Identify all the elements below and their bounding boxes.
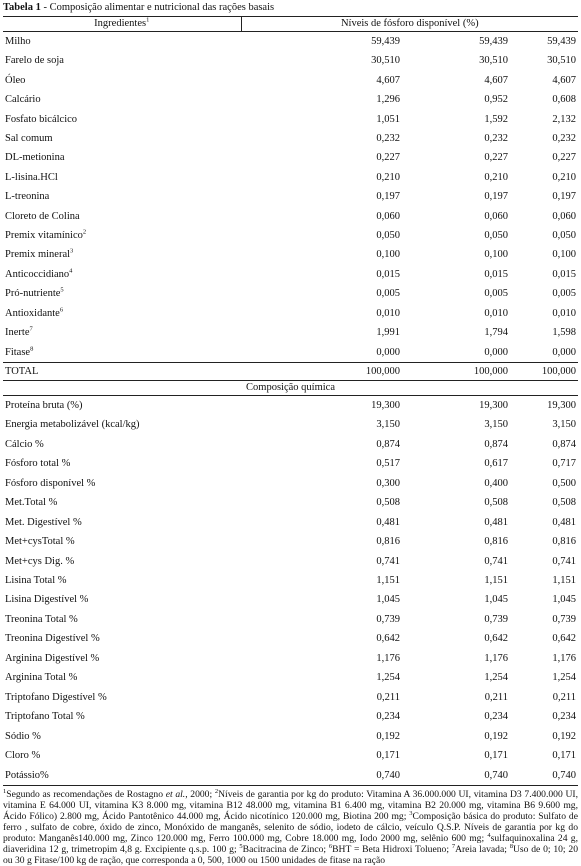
table-caption-text: - Composição alimentar e nutricional das rações basais — [40, 2, 275, 13]
ingredient-value-1: 0,227 — [376, 152, 400, 164]
composition-value-3: 0,481 — [552, 516, 577, 528]
ingredient-value-1: 0,232 — [376, 133, 400, 145]
ingredient-value-3: 0,210 — [552, 171, 577, 183]
ingredient-footnote-mark: 8 — [30, 345, 34, 352]
composition-row — [3, 688, 578, 707]
footnote-mark: 1 — [3, 787, 7, 795]
composition-name: Cloro % — [5, 750, 41, 762]
composition-value-3: 0,500 — [552, 477, 577, 489]
ingredient-name: Premix vitamínico$^2$ — [5, 228, 87, 242]
ingredient-value-1: 0,050 — [376, 230, 400, 242]
footnote-text: Bacitracina de Zinco; — [242, 843, 329, 855]
composition-value-3: 3,150 — [552, 419, 577, 431]
composition-value-3: 1,151 — [552, 574, 577, 586]
ingredient-value-2: 0,005 — [484, 288, 508, 300]
composition-value-3: 1,254 — [552, 672, 577, 684]
composition-value-3: 0,739 — [552, 613, 577, 625]
ingredient-name: Sal comum — [5, 133, 53, 145]
composition-row — [3, 610, 578, 629]
ingredient-value-2: 0,100 — [484, 249, 508, 261]
composition-value-1: 1,254 — [376, 672, 400, 684]
ingredient-value-2: 1,592 — [484, 113, 508, 125]
ingredient-value-3: 30,510 — [547, 55, 577, 67]
footnote-mark: 3 — [409, 809, 413, 817]
table-caption-label: Tabela 1 — [3, 2, 41, 13]
total-value-3: 100,000 — [511, 362, 578, 380]
composition-value-3: 0,211 — [552, 691, 577, 703]
ingredient-value-1: 0,100 — [376, 249, 400, 261]
ingredient-footnote-mark: 3 — [70, 247, 74, 255]
composition-value-2: 0,741 — [484, 555, 508, 567]
composition-name: Energia metabolizável (kcal/kg) — [5, 419, 140, 431]
composition-value-1: 0,740 — [293, 766, 401, 786]
composition-name: Triptofano Total % — [5, 711, 85, 723]
ingredients-header: Ingredientes$^1$ — [3, 17, 241, 32]
composition-value-2: 0,874 — [484, 438, 508, 450]
ingredient-row — [3, 187, 578, 206]
composition-name: Lisina Digestível % — [5, 594, 89, 606]
composition-name: Cálcio % — [5, 438, 44, 450]
composition-value-3: 0,741 — [552, 555, 577, 567]
composition-name: Proteína bruta (%) — [5, 399, 83, 411]
ingredient-name: L-lisina.HCl — [5, 171, 58, 183]
composition-value-3: 0,816 — [552, 536, 577, 548]
ingredient-footnote-mark: 7 — [29, 325, 33, 333]
ingredient-name: Fosfato bicálcico — [5, 113, 78, 125]
composition-value-1: 0,517 — [376, 458, 400, 470]
ingredient-value-1: 0,005 — [376, 288, 400, 300]
ingredient-value-3: 0,100 — [552, 249, 577, 261]
composition-row — [3, 746, 578, 765]
composition-name: Met. Digestível % — [5, 516, 82, 528]
composition-row — [3, 513, 578, 532]
composition-value-1: 0,874 — [376, 438, 400, 450]
ingredient-footnote-mark: 4 — [69, 267, 73, 275]
composition-value-2: 0,400 — [484, 477, 508, 489]
composition-value-2: 0,508 — [484, 497, 508, 509]
ingredients-header-footnote-mark: 1 — [146, 16, 150, 24]
composition-value-1: 0,816 — [376, 536, 400, 548]
composition-row — [3, 493, 578, 512]
ingredient-value-3: 0,227 — [552, 152, 577, 164]
table-figure — [3, 0, 578, 866]
composition-row — [3, 395, 578, 415]
composition-value-3: 19,300 — [547, 399, 577, 411]
ingredient-row — [3, 90, 578, 109]
composition-value-2: 0,816 — [484, 536, 508, 548]
footnote-mark: 2 — [214, 787, 219, 795]
ingredient-name: Cloreto de Colina — [5, 210, 80, 222]
ingredient-value-3: 0,608 — [552, 94, 577, 106]
ingredient-row — [3, 129, 578, 148]
composition-value-2: 0,481 — [484, 516, 508, 528]
composition-name: Sódio % — [5, 730, 41, 742]
ingredient-name: Inerte$^7$ — [5, 325, 33, 339]
ingredient-value-3: 0,050 — [552, 230, 577, 242]
composition-value-2: 0,617 — [484, 458, 508, 470]
composition-value-2: 0,192 — [484, 730, 508, 742]
ingredient-value-3: 0,010 — [552, 307, 577, 319]
ingredient-row — [3, 284, 578, 303]
footnote-mark: 7 — [451, 842, 456, 850]
composition-value-2: 3,150 — [484, 419, 508, 431]
composition-name: Met+cys Dig. % — [5, 555, 75, 567]
composition-value-1: 0,192 — [376, 730, 400, 742]
ingredient-value-2: 1,794 — [484, 327, 508, 339]
ingredient-name: Premix mineral$^3$ — [5, 247, 74, 261]
ingredient-footnote-mark: 2 — [82, 228, 87, 236]
composition-value-2: 1,176 — [484, 652, 508, 664]
composition-name: Triptofano Digestível % — [5, 691, 107, 703]
composition-section-header — [3, 380, 578, 395]
ingredient-value-2: 4,607 — [484, 74, 508, 86]
ingredient-name: Anticoccidiano$^4$ — [5, 267, 73, 280]
composition-name: Fósforo disponível % — [5, 477, 96, 489]
total-value-2: 100,000 — [401, 362, 511, 380]
composition-row — [3, 415, 578, 434]
ingredient-value-3: 4,607 — [552, 74, 577, 86]
composition-row — [3, 649, 578, 668]
composition-value-3: 0,192 — [552, 730, 577, 742]
composition-row — [3, 552, 578, 571]
composition-value-1: 3,150 — [376, 419, 400, 431]
ingredient-value-1: 0,000 — [376, 346, 400, 358]
ingredient-row — [3, 245, 578, 264]
footnote-mark: 5 — [239, 842, 243, 850]
composition-value-1: 1,176 — [376, 652, 400, 664]
composition-row — [3, 668, 578, 687]
composition-value-2: 0,211 — [484, 691, 508, 703]
composition-row — [3, 454, 578, 473]
composition-row — [3, 590, 578, 609]
footnote-mark: 4 — [487, 831, 491, 839]
ingredient-value-2: 0,060 — [484, 210, 508, 222]
ingredient-value-1: 0,010 — [376, 307, 400, 319]
footnote-text: sulfaquinoxalina 24 g, diaveridina 12 g, trimetropim 4,8 g. Excipiente q.s.p. 100 g; — [3, 832, 579, 855]
composition-name: Met+cysTotal % — [5, 536, 75, 548]
composition-value-3: 0,874 — [552, 438, 577, 450]
ingredient-name: L-treonina — [5, 191, 50, 203]
ingredient-value-3: 0,000 — [552, 346, 577, 358]
ingredient-name: DL-metionina — [5, 152, 65, 164]
ingredient-footnote-mark: 5 — [60, 286, 64, 294]
footnote-mark: 6 — [328, 842, 333, 850]
ingredient-value-2: 0,015 — [484, 268, 508, 280]
composition-value-1: 1,045 — [376, 594, 400, 606]
ingredient-value-1: 0,197 — [376, 191, 400, 203]
footnote-text: Areia lavada; — [455, 843, 510, 855]
composition-value-3: 0,171 — [552, 750, 577, 762]
ingredient-name: Milho — [5, 36, 31, 47]
ingredient-value-1: 59,439 — [371, 36, 400, 47]
ingredient-value-2: 0,952 — [484, 94, 508, 106]
ingredient-row — [3, 32, 578, 52]
composition-value-3: 1,176 — [552, 652, 577, 664]
ingredient-value-3: 2,132 — [552, 113, 577, 125]
composition-name: Fósforo total % — [5, 458, 71, 470]
composition-value-2: 0,740 — [401, 766, 511, 786]
composition-value-3: 0,234 — [552, 711, 577, 723]
phosphorus-levels-header: Níveis de fósforo disponível (%) — [241, 17, 578, 32]
ingredient-value-1: 30,510 — [371, 55, 400, 67]
composition-value-3: 0,508 — [552, 497, 577, 509]
feed-composition-table — [3, 16, 578, 786]
composition-value-1: 19,300 — [371, 399, 400, 411]
composition-row — [3, 629, 578, 648]
total-label: TOTAL — [3, 362, 241, 380]
composition-name: Arginina Total % — [5, 672, 78, 684]
ingredient-value-1: 1,991 — [376, 327, 400, 339]
composition-title: Composição química — [3, 380, 578, 395]
total-row — [3, 362, 578, 380]
composition-value-2: 0,739 — [484, 613, 508, 625]
ingredient-row — [3, 304, 578, 323]
composition-row — [3, 766, 578, 786]
composition-row — [3, 707, 578, 726]
composition-value-3: 1,045 — [552, 594, 577, 606]
ingredient-value-1: 1,051 — [376, 113, 400, 125]
composition-name: Met.Total % — [5, 497, 58, 509]
composition-value-3: 0,717 — [552, 458, 577, 470]
composition-value-1: 1,151 — [376, 574, 400, 586]
ingredient-value-1: 1,296 — [376, 94, 400, 106]
ingredient-value-3: 0,060 — [552, 210, 577, 222]
composition-name: Treonina Total % — [5, 613, 78, 625]
ingredient-row — [3, 265, 578, 284]
composition-value-2: 19,300 — [479, 399, 508, 411]
composition-value-1: 0,642 — [376, 633, 400, 645]
ingredient-value-2: 0,197 — [484, 191, 508, 203]
ingredient-value-3: 0,197 — [552, 191, 577, 203]
ingredients-body — [3, 32, 578, 363]
composition-value-1: 0,300 — [376, 477, 400, 489]
ingredient-row — [3, 226, 578, 245]
composition-value-3: 0,740 — [511, 766, 578, 786]
ingredient-row — [3, 168, 578, 187]
composition-value-1: 0,508 — [376, 497, 400, 509]
footnote-text: Níveis de garantia por kg do produto: Vitamina A 36.000.000 UI, vitamina D3 7.400.000 UI, vitamina E 64.000 UI, vitamina K3 8.000 mg, vitamina B12 48.000 mg, vitamina B1 6.400 mg, vitamina B2 20.000 mg, vitamina B6 9.600 mg, Ácido Fólico) 2.800 mg, Ácido Pantotênico 44.000 mg, Ácido nicotínico 120.000 mg, Biotina 200 mg; — [3, 788, 578, 822]
composition-value-2: 1,151 — [484, 574, 508, 586]
ingredient-value-2: 0,232 — [484, 133, 508, 145]
composition-value-1: 0,171 — [376, 750, 400, 762]
composition-value-1: 0,741 — [376, 555, 400, 567]
footnote-text: et al. — [165, 788, 186, 800]
ingredient-value-2: 0,050 — [484, 230, 508, 242]
composition-value-1: 0,234 — [376, 711, 400, 723]
ingredient-row — [3, 148, 578, 167]
ingredient-value-1: 0,060 — [376, 210, 400, 222]
composition-value-1: 0,481 — [376, 516, 400, 528]
ingredient-value-2: 0,227 — [484, 152, 508, 164]
ingredient-name: Antioxidante$^6$ — [5, 306, 64, 319]
footnote-mark: 8 — [509, 842, 513, 850]
composition-value-2: 1,254 — [484, 672, 508, 684]
composition-row — [3, 532, 578, 551]
ingredient-name: Fitase$^8$ — [5, 345, 34, 358]
ingredient-name: Pró-nutriente$^5$ — [5, 286, 64, 300]
ingredient-name: Óleo — [5, 74, 26, 86]
composition-body — [3, 395, 578, 785]
composition-value-1: 0,211 — [376, 691, 400, 703]
ingredient-row — [3, 323, 578, 342]
composition-value-2: 0,642 — [484, 633, 508, 645]
composition-name: Arginina Digestível % — [5, 652, 100, 664]
ingredient-row — [3, 71, 578, 90]
footnote-text: Segundo as recomendações de Rostagno — [6, 788, 166, 800]
ingredient-footnote-mark: 6 — [59, 306, 64, 314]
ingredient-value-1: 0,015 — [376, 268, 400, 280]
footnote-text: Composição básica do produto: Sulfato de ferro , sulfato de cobre, óxido de zinco, Monóxido de manganês, selenito de sódio, iodeto de cálcio, veículo Q.S.P. Níveis de garantia por kg do produto: Manganês140.000 mg, Zinco 120.000 mg, Ferro 100.000 mg, Cobre 18.000 mg, Iodo 2000 mg, selênio 600 mg; — [3, 810, 578, 844]
ingredient-value-2: 0,210 — [484, 171, 508, 183]
composition-value-2: 0,171 — [484, 750, 508, 762]
ingredient-value-1: 0,210 — [376, 171, 400, 183]
footnote-text: Uso de 0; 10; 20 ou 30 g Fitase/100 kg de ração, que corresponda a 0, 500, 1000 ou 1500 unidades de fitase na ração — [3, 843, 578, 866]
total-value-1: 100,000 — [293, 362, 401, 380]
composition-name: Lisina Total % — [5, 574, 67, 586]
composition-name: Potássio% — [3, 766, 241, 786]
composition-row — [3, 571, 578, 590]
ingredient-row — [3, 51, 578, 70]
ingredient-value-2: 30,510 — [479, 55, 508, 67]
composition-value-2: 0,234 — [484, 711, 508, 723]
ingredient-value-3: 0,005 — [552, 288, 577, 300]
ingredient-value-3: 0,232 — [552, 133, 577, 145]
ingredient-row — [3, 343, 578, 363]
composition-row — [3, 474, 578, 493]
ingredient-value-2: 0,010 — [484, 307, 508, 319]
ingredient-value-2: 0,000 — [484, 346, 508, 358]
footnote-text: , 2000; — [185, 788, 215, 800]
table-caption — [3, 0, 578, 16]
composition-row — [3, 435, 578, 454]
footnote-text: BHT = Beta Hidroxi Tolueno; — [332, 843, 452, 855]
ingredient-value-3: 0,015 — [552, 268, 577, 280]
ingredient-name: Farelo de soja — [5, 55, 64, 67]
ingredient-value-1: 4,607 — [376, 74, 400, 86]
ingredient-value-2: 59,439 — [479, 36, 508, 47]
composition-value-2: 1,045 — [484, 594, 508, 606]
ingredient-row — [3, 207, 578, 226]
composition-row — [3, 727, 578, 746]
table-footnotes — [3, 789, 578, 866]
composition-value-1: 0,739 — [376, 613, 400, 625]
ingredient-value-3: 1,598 — [552, 327, 577, 339]
ingredient-value-3: 59,439 — [547, 36, 577, 47]
ingredient-name: Calcário — [5, 94, 41, 106]
ingredient-row — [3, 110, 578, 129]
composition-name: Treonina Digestível % — [5, 633, 100, 645]
composition-value-3: 0,642 — [552, 633, 577, 645]
table-header-row — [3, 17, 578, 32]
